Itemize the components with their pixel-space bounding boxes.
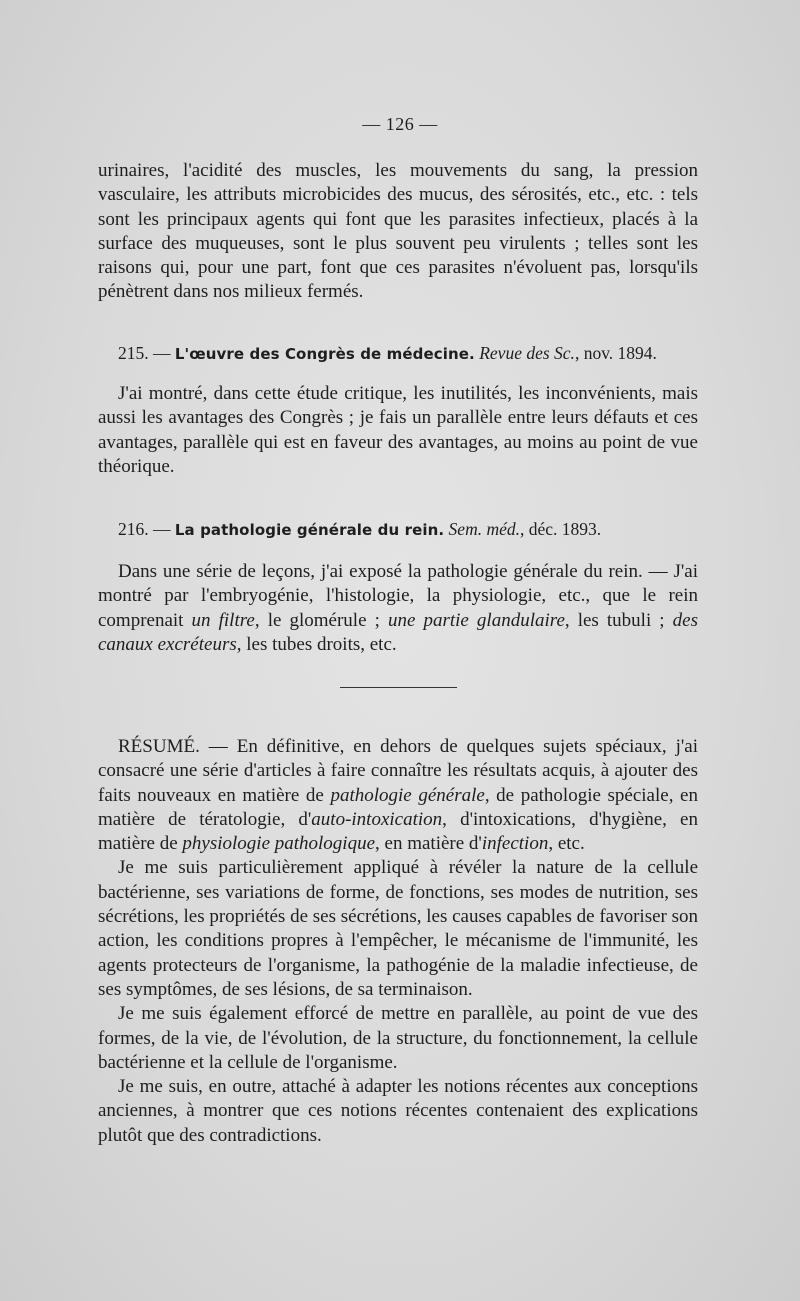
section-divider <box>340 687 457 688</box>
text-run: , de pathologie spéciale, en matière de tératologie, d' <box>98 784 698 830</box>
entry-date: , déc. 1893. <box>519 519 602 539</box>
text-run: , d'intoxications, d'hygiène, en matière de <box>98 808 698 855</box>
entry-date: , nov. 1894. <box>574 343 657 363</box>
text-run: , en matière d' <box>375 833 482 855</box>
resume-paragraph: Je me suis également efforcé de mettre en parallèle, au point de vue des formes, de la vie, de l'évolution, de la structure, du fonctionnement, la cellule bactérienne et la cellule de l'organisme. <box>98 1003 698 1073</box>
entry-number: 215. — <box>118 343 171 363</box>
text-run: Dans une série de leçons, j'ai exposé la pathologie générale du rein. — J'ai montré par l'embryogénie, l'histologie, la physiologie, etc., que le rein comprenait <box>98 561 698 631</box>
italic-term: physiologie pathologique <box>182 833 376 855</box>
text-run: , etc. <box>548 833 585 855</box>
paragraph-text: J'ai montré, dans cette étude critique, les inutilités, les inconvénients, mais aussi les avantages des Congrès ; je fais un parallèle entre leurs défauts et ces avantages, parallèle qui est en faveur des avantages, au moins au point de vue théorique. <box>98 383 698 477</box>
entry-source: Revue des Sc. <box>479 343 575 363</box>
paragraph-text <box>98 560 698 657</box>
resume-paragraph: Je me suis particulièrement appliqué à révéler la nature de la cellule bactérienne, ses variations de forme, de fonctions, ses modes de nutrition, ses sécrétions, les propriétés de ses sécrétions, les causes capables de favoriser son action, les conditions propres à l'empêcher, le mécanisme de l'immunité, les agents protecteurs de l'organisme, la pathogénie de la maladie infectieuse, de ses symptômes, de ses lésions, de sa terminaison. <box>98 857 698 1000</box>
paragraph-text: urinaires, l'acidité des muscles, les mouvements du sang, la pression vasculaire, les attributs microbicides des mucus, des sérosités, etc., etc. : tels sont les principaux agents qui font que les parasites infectieux, placés à la surface des muqueuses, sont le plus souvent peu virulents ; telles sont les raisons qui, pour une part, font que ces parasites n'évoluent pas, lorsqu'ils pénètrent dans nos milieux fermés. <box>98 160 698 303</box>
heading-216 <box>118 519 718 540</box>
text-run: , le glomérule ; <box>254 609 388 631</box>
italic-term: une partie glandulaire <box>387 609 565 631</box>
paragraph-continuation <box>98 159 698 305</box>
italic-term: un filtre <box>191 609 255 631</box>
paragraph-216 <box>98 560 698 657</box>
italic-term: infection <box>481 833 549 855</box>
paragraph-215 <box>98 382 698 479</box>
text-run: , les tubuli ; <box>564 609 673 631</box>
page-number: — 126 — <box>362 114 438 134</box>
italic-term: pathologie générale <box>330 784 485 806</box>
entry-source: Sem. méd. <box>448 519 520 539</box>
entry-number: 216. — <box>118 519 171 539</box>
resume-paragraph <box>98 735 698 856</box>
italic-term: des canaux excréteurs <box>98 609 698 655</box>
text-run: RÉSUMÉ. — En définitive, en dehors de quelques sujets spéciaux, j'ai consacré une série d'articles à faire connaître les résultats acquis, à ajouter des faits nouveaux en matière de <box>98 736 698 806</box>
italic-term: auto-intoxication <box>311 808 443 830</box>
resume-paragraph: Je me suis, en outre, attaché à adapter les notions récentes aux conceptions anciennes, à montrer que ces notions récentes contenaient des explications plutôt que des contradictions. <box>98 1076 698 1146</box>
entry-title: L'œuvre des Congrès de médecine. <box>174 345 475 363</box>
text-run: , les tubes droits, etc. <box>236 633 397 655</box>
heading-215 <box>118 343 718 364</box>
resume-section <box>98 735 698 1148</box>
entry-title: La pathologie générale du rein. <box>174 521 445 539</box>
